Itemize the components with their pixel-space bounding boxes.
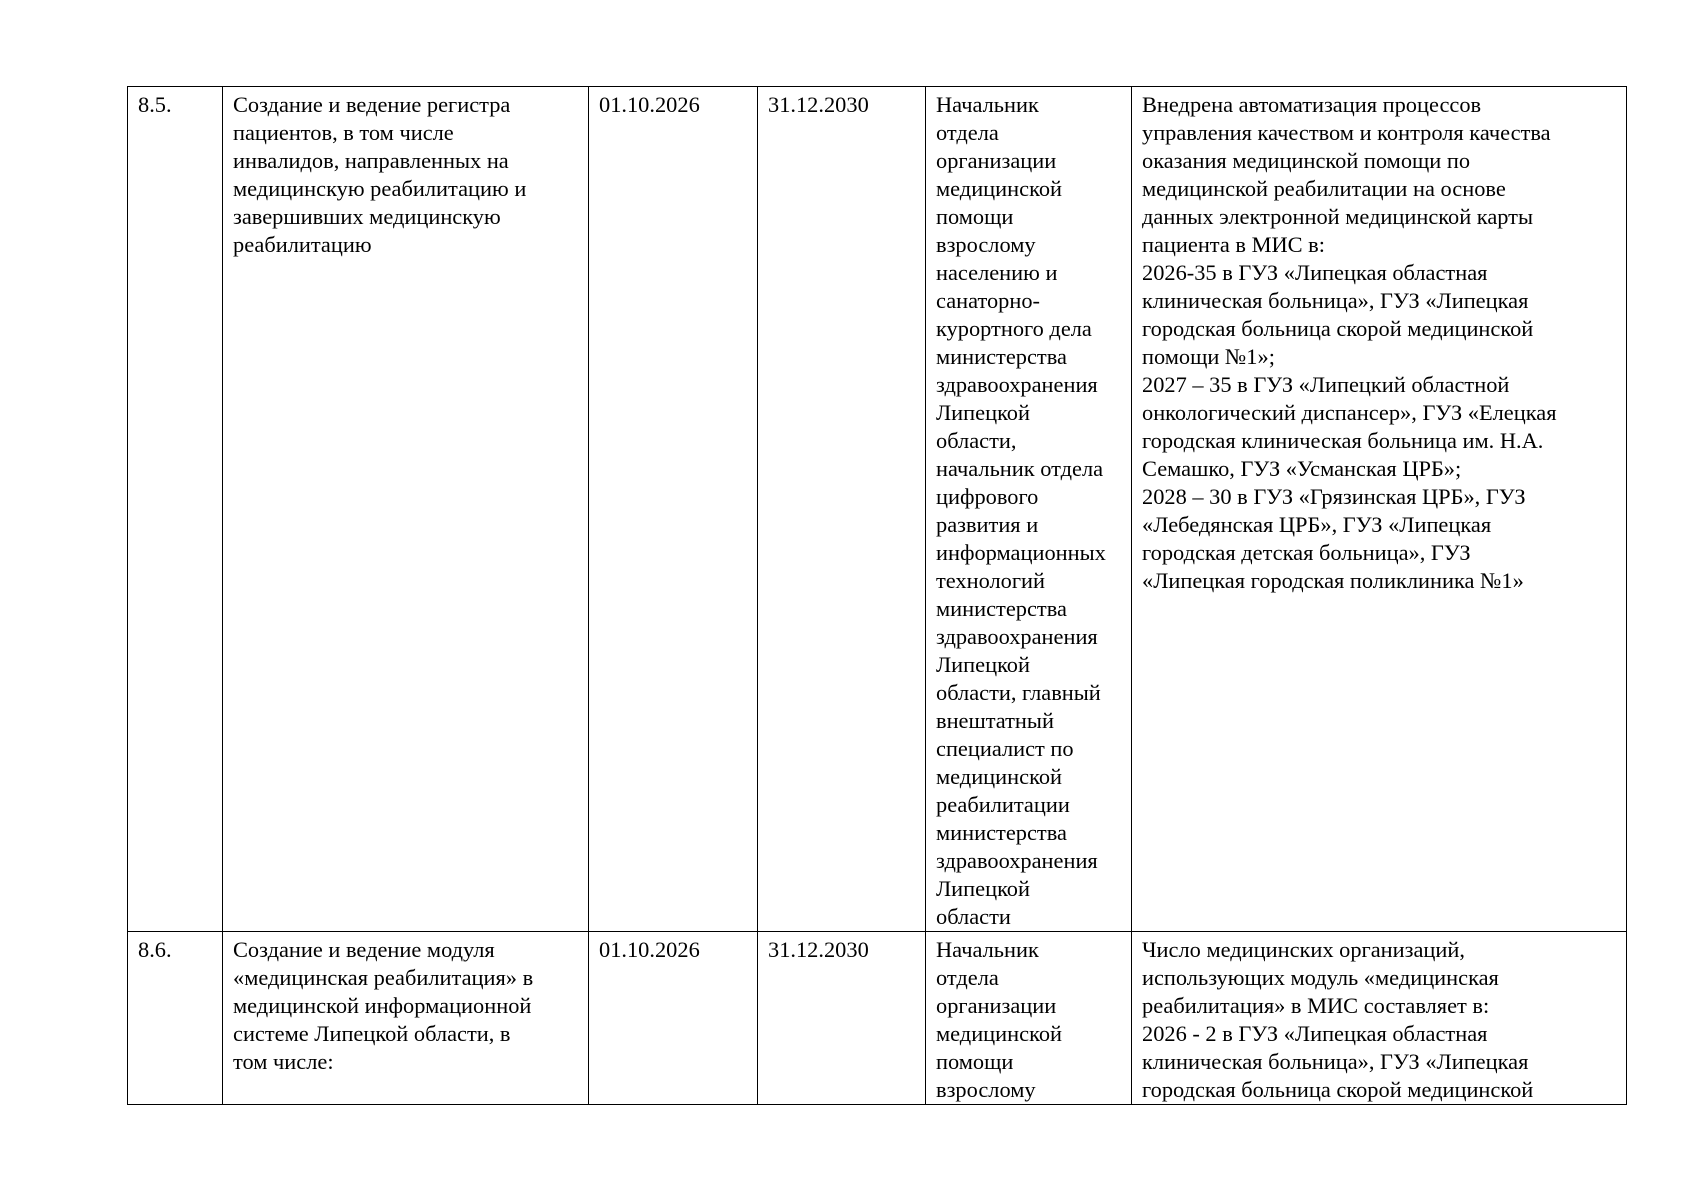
responsible-executor: Начальник отдела организации медицинской помощи взрослому населению и санаторно- курортного дела министерства здравоохранения Липецкой области, начальник отдела цифрового развития и информационных технологий министерства здравоохранения Липецкой области, главный внештатный специалист по медицинской реабилитации министерства здравоохранения Липецкой области <box>926 87 1132 932</box>
expected-result: Число медицинских организаций, использующих модуль «медицинская реабилитация» в МИС составляет в: 2026 - 2 в ГУЗ «Липецкая областная клиническая больница», ГУЗ «Липецкая городская больница скорой медицинской <box>1132 932 1627 1105</box>
responsible-executor: Начальник отдела организации медицинской помощи взрослому <box>926 932 1132 1105</box>
item-number: 8.6. <box>128 932 223 1105</box>
start-date: 01.10.2026 <box>589 932 758 1105</box>
end-date: 31.12.2030 <box>758 932 926 1105</box>
start-date: 01.10.2026 <box>589 87 758 932</box>
activity-name: Создание и ведение модуля «медицинская реабилитация» в медицинской информационной системе Липецкой области, в том числе: <box>223 932 589 1105</box>
activity-name: Создание и ведение регистра пациентов, в том числе инвалидов, направленных на медицинскую реабилитацию и завершивших медицинскую реабилитацию <box>223 87 589 932</box>
plan-table <box>127 86 1627 1105</box>
expected-result: Внедрена автоматизация процессов управления качеством и контроля качества оказания медицинской помощи по медицинской реабилитации на основе данных электронной медицинской карты пациента в МИС в: 2026-35 в ГУЗ «Липецкая областная клиническая больница», ГУЗ «Липецкая городская больница скорой медицинской помощи №1»; 2027 – 35 в ГУЗ «Липецкий областной онкологический диспансер», ГУЗ «Елецкая городская клиническая больница им. Н.А. Семашко, ГУЗ «Усманская ЦРБ»; 2028 – 30 в ГУЗ «Грязинская ЦРБ», ГУЗ «Лебедянская ЦРБ», ГУЗ «Липецкая городская детская больница», ГУЗ «Липецкая городская поликлиника №1» <box>1132 87 1627 932</box>
end-date: 31.12.2030 <box>758 87 926 932</box>
table-row <box>128 932 1627 1105</box>
table-row <box>128 87 1627 932</box>
item-number: 8.5. <box>128 87 223 932</box>
